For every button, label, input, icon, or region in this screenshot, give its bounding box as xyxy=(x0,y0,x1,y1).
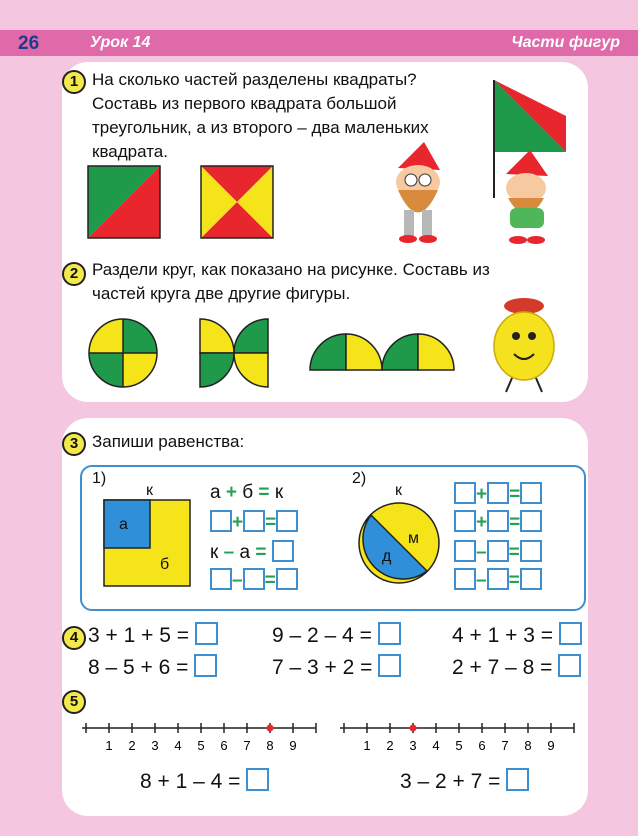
answer-box[interactable] xyxy=(520,540,542,562)
answer-box[interactable] xyxy=(454,540,476,562)
answer-box[interactable] xyxy=(454,510,476,532)
answer-box[interactable] xyxy=(378,654,401,677)
number-line-start-dot xyxy=(410,725,417,732)
task-5-expr-2: 3 – 2 + 7 = xyxy=(400,768,529,794)
task-4-expr-r1c1: 3 + 1 + 5 = xyxy=(88,622,218,648)
equation-7: – = xyxy=(454,540,542,564)
answer-box[interactable] xyxy=(454,568,476,590)
task-5-expr-1: 8 + 1 – 4 = xyxy=(140,768,269,794)
number-line-tick-label: 5 xyxy=(197,738,205,753)
number-line-tick-label: 6 xyxy=(478,738,486,753)
answer-box[interactable] xyxy=(276,510,298,532)
bow-figure xyxy=(196,318,272,388)
equation-5: + = xyxy=(454,482,542,506)
answer-box[interactable] xyxy=(520,568,542,590)
task-1-text: На сколько частей разделены квадраты? Составь из первого квадрата большой треугольник, а из второго – два маленьких квадрата. xyxy=(92,70,429,161)
equation-8: – = xyxy=(454,568,542,592)
answer-box[interactable] xyxy=(194,654,217,677)
number-line-tick-label: 1 xyxy=(105,738,113,753)
wave-figure xyxy=(308,330,454,374)
part-m-letter: м xyxy=(408,530,419,547)
task-4-expr-r2c3: 2 + 7 – 8 = xyxy=(452,654,581,680)
answer-box[interactable] xyxy=(487,510,509,532)
part-2-label: 2) xyxy=(352,470,367,487)
answer-box[interactable] xyxy=(243,510,265,532)
square-four-triangles xyxy=(201,166,273,238)
square-two-triangles xyxy=(88,166,160,238)
number-line-tick-label: 2 xyxy=(128,738,136,753)
number-line-tick-label: 8 xyxy=(524,738,532,753)
number-line-tick-label: 7 xyxy=(501,738,509,753)
circle-top-letter: к xyxy=(395,482,402,499)
number-line-tick-label: 6 xyxy=(220,738,228,753)
number-line-tick-label: 9 xyxy=(547,738,555,753)
equation-6: + = xyxy=(454,510,542,534)
number-line-tick-label: 1 xyxy=(363,738,371,753)
task-3-number: 3 xyxy=(62,432,86,456)
number-line-tick-label: 8 xyxy=(266,738,274,753)
number-line-tick-label: 3 xyxy=(151,738,159,753)
task-4-expr-r2c1: 8 – 5 + 6 = xyxy=(88,654,217,680)
number-line-tick-label: 7 xyxy=(243,738,251,753)
part-b-letter: б xyxy=(160,556,170,573)
number-line-1 xyxy=(82,714,322,758)
square-top-letter: к xyxy=(146,482,153,499)
answer-box[interactable] xyxy=(243,568,265,590)
kolobok-illustration xyxy=(484,292,564,396)
answer-box[interactable] xyxy=(276,568,298,590)
number-line-tick-label: 4 xyxy=(432,738,440,753)
gnome-holding-figure xyxy=(496,150,571,246)
task-3-text: Запиши равенства: xyxy=(92,432,245,451)
part-1-label: 1) xyxy=(92,470,107,487)
task-2-text: Раздели круг, как показано на рисунке. Составь из частей круга две другие фигуры. xyxy=(92,260,490,303)
number-line-2 xyxy=(340,714,580,758)
answer-box[interactable] xyxy=(487,482,509,504)
equation-3: к – а = xyxy=(210,540,294,564)
number-line-tick-label: 2 xyxy=(386,738,394,753)
number-line-tick-label: 5 xyxy=(455,738,463,753)
number-line-tick-label: 9 xyxy=(289,738,297,753)
page-header xyxy=(0,30,638,56)
part-a-letter: а xyxy=(119,516,128,533)
task-1-number: 1 xyxy=(62,70,86,94)
number-line-tick-label: 4 xyxy=(174,738,182,753)
page-number: 26 xyxy=(18,33,40,54)
answer-box[interactable] xyxy=(558,654,581,677)
gnome-illustration xyxy=(380,140,460,245)
task-2-number: 2 xyxy=(62,262,86,286)
answer-box[interactable] xyxy=(506,768,529,791)
equation-4: – = xyxy=(210,568,298,592)
part-d-letter: д xyxy=(382,548,392,565)
answer-box[interactable] xyxy=(559,622,582,645)
number-line-tick-label: 3 xyxy=(409,738,417,753)
circle-parts-md xyxy=(358,502,440,584)
square-parts-ab xyxy=(104,500,190,586)
answer-box[interactable] xyxy=(210,510,232,532)
answer-box[interactable] xyxy=(520,510,542,532)
task-5-number: 5 xyxy=(62,690,86,714)
answer-box[interactable] xyxy=(520,482,542,504)
task-4-expr-r2c2: 7 – 3 + 2 = xyxy=(272,654,401,680)
answer-box[interactable] xyxy=(246,768,269,791)
equation-2: + = xyxy=(210,510,298,534)
lesson-title: Урок 14 xyxy=(90,34,151,51)
answer-box[interactable] xyxy=(272,540,294,562)
topic-title: Части фигур xyxy=(511,34,620,51)
answer-box[interactable] xyxy=(210,568,232,590)
circle-quarters xyxy=(88,318,158,388)
answer-box[interactable] xyxy=(454,482,476,504)
answer-box[interactable] xyxy=(487,540,509,562)
answer-box[interactable] xyxy=(378,622,401,645)
task-4-number: 4 xyxy=(62,626,86,650)
task-4-expr-r1c3: 4 + 1 + 3 = xyxy=(452,622,582,648)
equation-1: а + б = к xyxy=(210,482,284,503)
answer-box[interactable] xyxy=(195,622,218,645)
number-line-start-dot xyxy=(267,725,274,732)
answer-box[interactable] xyxy=(487,568,509,590)
task-4-expr-r1c2: 9 – 2 – 4 = xyxy=(272,622,401,648)
